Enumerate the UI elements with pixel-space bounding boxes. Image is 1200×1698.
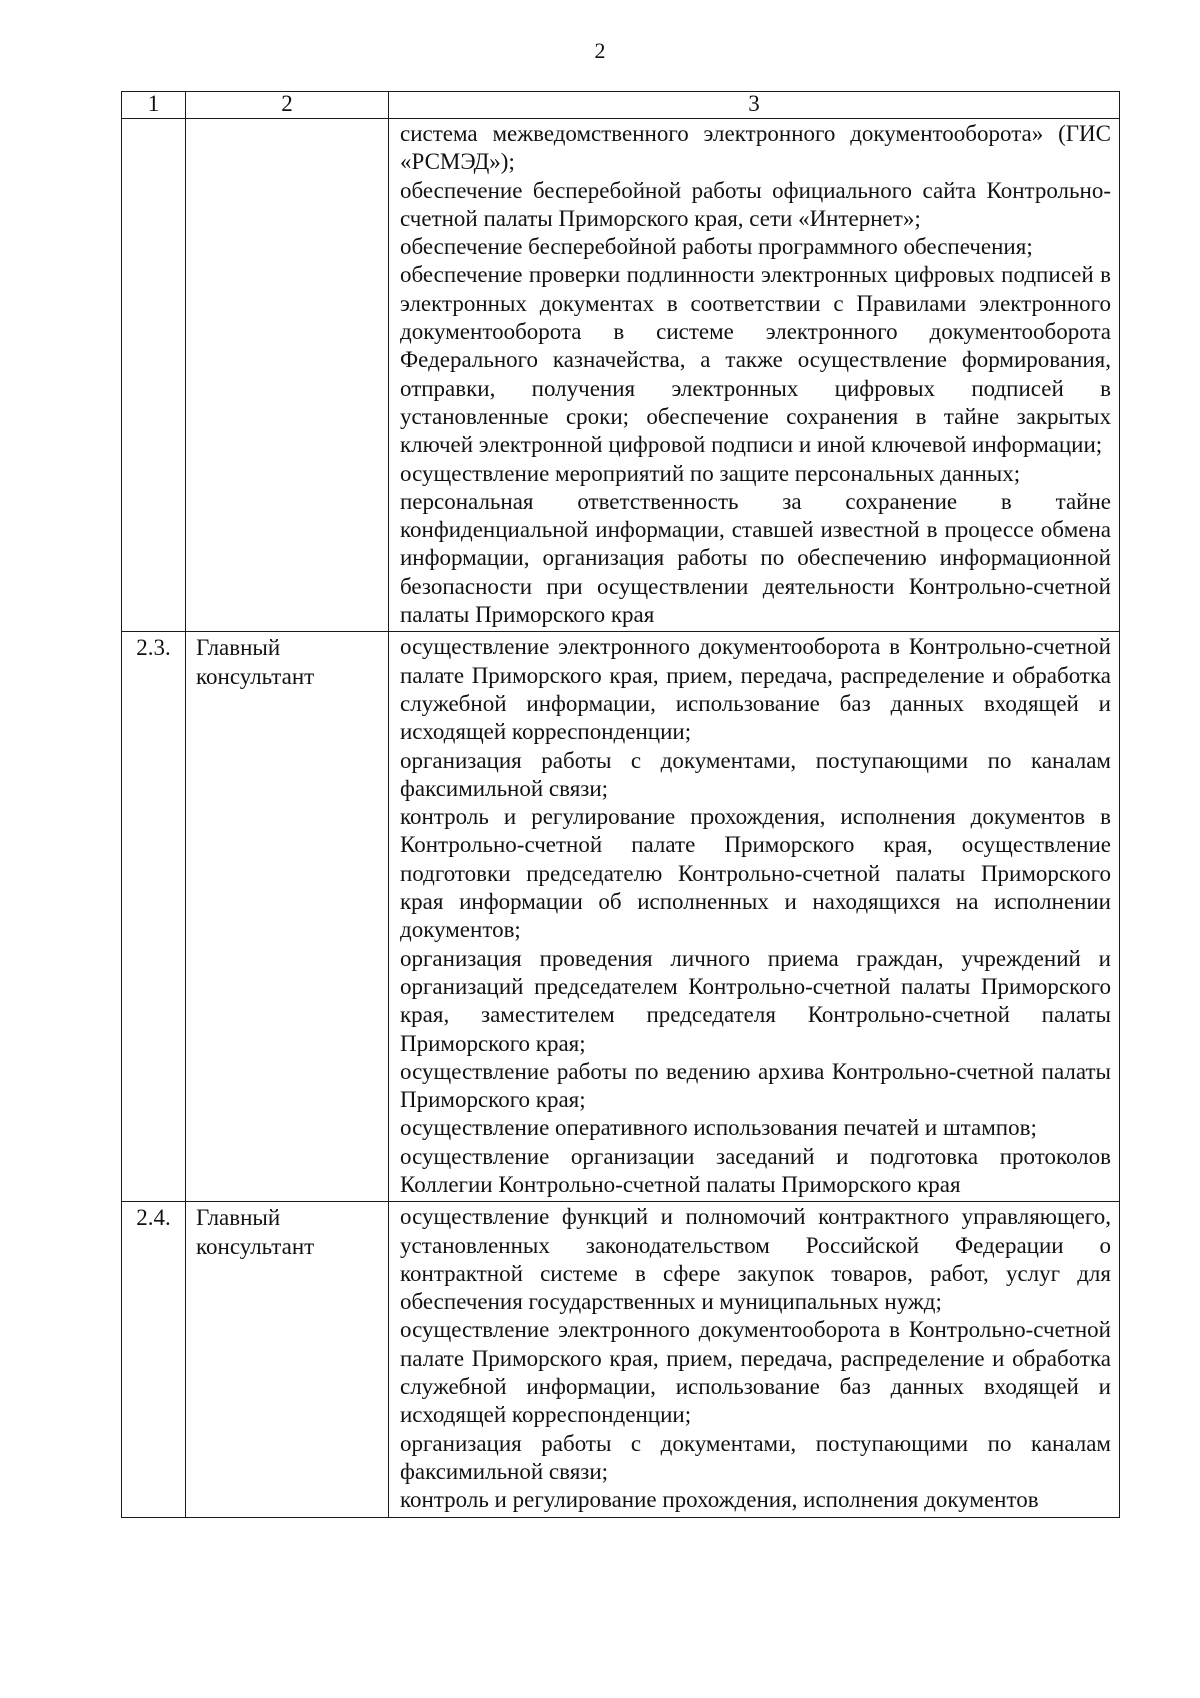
row-duties (389, 632, 1120, 1202)
duty-item: осуществление электронного документооборота в Контрольно-счетной палате Приморского края, прием, передача, распределение и обработка служебной информации, использование баз данных входящей и исходящей корреспонденции; (400, 634, 1111, 745)
duty-item: контроль и регулирование прохождения, исполнения документов в Контрольно-счетной палате Приморского края, осуществление подготовки председателю Контрольно-счетной палаты Приморского края информации об исполненных и находящихся на исполнении документов; (400, 804, 1111, 943)
table-row (122, 632, 1120, 1202)
page-number: 2 (594, 38, 606, 63)
row-number: 2.4. (122, 1202, 186, 1517)
duty-item: обеспечение бесперебойной работы официального сайта Контрольно-счетной палаты Приморского края, сети «Интернет»; (400, 177, 1111, 231)
duty-item: обеспечение бесперебойной работы программного обеспечения; (400, 234, 1033, 260)
table-row (122, 119, 1120, 632)
duty-item: осуществление оперативного использования печатей и штампов; (400, 1115, 1037, 1141)
duty-item: осуществление функций и полномочий контрактного управляющего, установленных законодательством Российской Федерации о контрактной системе в сфере закупок товаров, работ, услуг для обеспечения государственных и муниципальных нужд; (400, 1204, 1111, 1315)
duty-item: осуществление мероприятий по защите персональных данных; (400, 460, 1021, 486)
header-cell-duties: 3 (389, 92, 1120, 119)
table-header-row (122, 92, 1120, 119)
duty-item: осуществление организации заседаний и подготовка протоколов Коллегии Контрольно-счетной палаты Приморского края (400, 1143, 1111, 1197)
duty-item: организация проведения личного приема граждан, учреждений и организаций председателем Контрольно-счетной палаты Приморского края, заместителем председателя Контрольно-счетной палаты Приморского края; (400, 945, 1111, 1056)
table-row (122, 1202, 1120, 1517)
row-number (122, 119, 186, 632)
duty-item: обеспечение проверки подлинности электронных цифровых подписей в электронных документах в соответствии с Правилами электронного документооборота в системе электронного документооборота Федерального казначейства, а также осуществление формирования, отправки, получения электронных цифровых подписей в установленные сроки; обеспечение сохранения в тайне закрытых ключей электронной цифровой подписи и иной ключевой информации; (400, 262, 1111, 458)
duty-item: организация работы с документами, поступающими по каналам факсимильной связи; (400, 747, 1111, 801)
row-position: Главный консультант (186, 1202, 389, 1517)
duty-item: организация работы с документами, поступающими по каналам факсимильной связи; (400, 1430, 1111, 1484)
duty-item: осуществление работы по ведению архива Контрольно-счетной палаты Приморского края; (400, 1058, 1111, 1113)
row-duties (389, 1202, 1120, 1517)
duty-item: система межведомственного электронного документооборота» (ГИС «РСМЭД»); (400, 121, 1111, 175)
header-cell-number: 1 (122, 92, 186, 119)
duty-item: осуществление электронного документооборота в Контрольно-счетной палате Приморского края, прием, передача, распределение и обработка служебной информации, использование баз данных входящей и исходящей корреспонденции; (400, 1317, 1111, 1428)
row-number: 2.3. (122, 632, 186, 1202)
header-cell-position: 2 (186, 92, 389, 119)
duties-table (121, 91, 1120, 1518)
duty-item: контроль и регулирование прохождения, исполнения документов (400, 1487, 1039, 1513)
row-position (186, 119, 389, 632)
row-duties (389, 119, 1120, 632)
duty-item: персональная ответственность за сохранение в тайне конфиденциальной информации, ставшей известной в процессе обмена информации, организация работы по обеспечению информационной безопасности при осуществлении деятельности Контрольно-счетной палаты Приморского края (400, 488, 1111, 628)
row-position: Главный консультант (186, 632, 389, 1202)
